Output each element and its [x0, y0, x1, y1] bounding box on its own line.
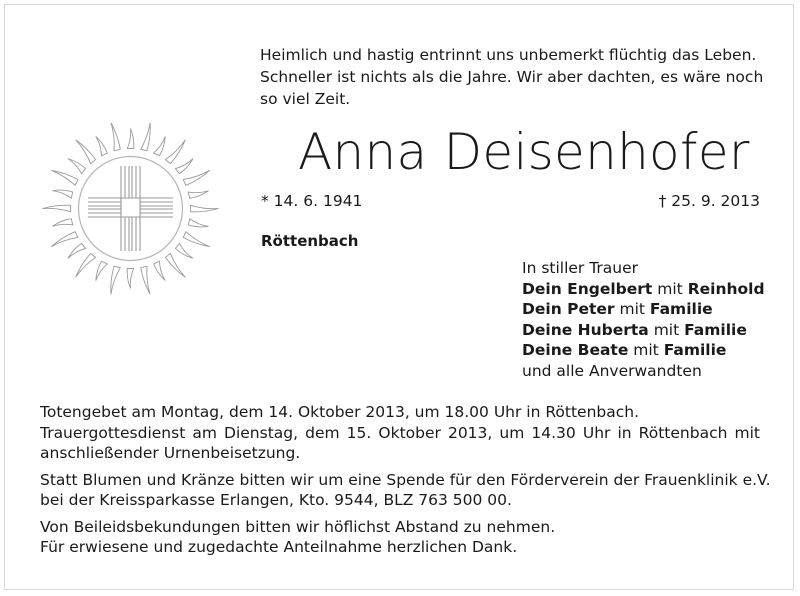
- thanks-paragraph: [40, 517, 760, 558]
- sun-ray: [76, 253, 96, 277]
- mourner-with: Familie: [649, 300, 713, 318]
- info-line: anschließender Urnenbeisetzung.: [40, 444, 301, 462]
- death-date: † 25. 9. 2013: [658, 192, 760, 210]
- sun-ray: [127, 269, 134, 289]
- sun-ray: [111, 266, 120, 294]
- mourner-mit: mit: [657, 279, 683, 298]
- sun-ray: [96, 136, 108, 155]
- sun-ray: [165, 140, 185, 164]
- home-town: Röttenbach: [261, 232, 359, 250]
- services-paragraph: [40, 402, 760, 464]
- sun-ray: [111, 123, 120, 151]
- quote-line: Heimlich und hastig entrinnt uns unbemerkt flüchtig das Leben.: [260, 46, 757, 64]
- mourner-name: Deine Huberta: [522, 320, 649, 339]
- info-line: bei der Kreissparkasse Erlangen, Kto. 9544, BLZ 763 500 00.: [40, 491, 512, 509]
- cross: [79, 157, 183, 261]
- sun-ray: [175, 159, 193, 174]
- sun-ray: [96, 261, 108, 280]
- mourner-with: Reinhold: [687, 279, 765, 298]
- sun-ray: [76, 140, 96, 164]
- sun-ray: [183, 232, 210, 247]
- info-line: Für erwiesene und zugedachte Anteilnahme herzlichen Dank.: [40, 538, 518, 556]
- sun-ray: [191, 205, 219, 212]
- info-line: Statt Blumen und Kränze bitten wir um eine Spende für den Förderverein der Frauenklinik e.V.: [40, 470, 771, 489]
- deceased-name: Anna Deisenhofer: [298, 123, 750, 181]
- sun-ray: [127, 129, 134, 149]
- mourner-row: [522, 340, 765, 361]
- sun-ray: [51, 232, 78, 247]
- quote-line: so viel Zeit.: [260, 90, 351, 108]
- mourner-with: Familie: [663, 341, 727, 359]
- sun-ray: [183, 170, 210, 185]
- sun-ray: [53, 190, 73, 198]
- sun-ray: [68, 243, 86, 258]
- service-info: [40, 402, 771, 564]
- donation-paragraph: [40, 470, 771, 511]
- sun-ray: [188, 191, 208, 199]
- mourner-mit: mit: [619, 300, 645, 318]
- sun-ray: [175, 243, 193, 258]
- mourner-row: [522, 299, 765, 320]
- sun-ray: [53, 219, 73, 227]
- mourner-with: Familie: [684, 320, 747, 339]
- info-line: Von Beileidsbekundungen bitten wir höflichst Abstand zu nehmen.: [40, 517, 556, 536]
- memorial-quote: [260, 44, 780, 110]
- sun-cross-icon: [38, 116, 223, 301]
- info-line: Trauergottesdienst am Dienstag, dem 15. Oktober 2013, um 14.30 Uhr in Röttenbach mit: [40, 423, 760, 442]
- sun-ray: [68, 159, 86, 174]
- mourners-list: [522, 258, 765, 381]
- sun-ray: [141, 266, 150, 294]
- info-line: Totengebet am Montag, dem 14. Oktober 2013, um 18.00 Uhr in Röttenbach.: [40, 403, 640, 421]
- mourner-name: Deine Beate: [522, 341, 629, 359]
- birth-date: * 14. 6. 1941: [261, 192, 363, 210]
- sun-ray: [141, 123, 150, 151]
- quote-line: Schneller ist nichts als die Jahre. Wir aber dachten, es wäre noch: [260, 68, 764, 86]
- sun-ray: [51, 170, 78, 185]
- mourners-outro: und alle Anverwandten: [522, 361, 702, 380]
- sun-ray: [188, 219, 208, 227]
- mourner-mit: mit: [653, 320, 680, 339]
- mourner-name: Dein Engelbert: [522, 279, 653, 298]
- sun-ray: [154, 261, 166, 280]
- sun-ray: [154, 136, 166, 155]
- mourner-mit: mit: [633, 341, 659, 359]
- mourners-intro: In stiller Trauer: [522, 259, 639, 277]
- mourner-row: [522, 279, 765, 300]
- mourner-row: [522, 320, 765, 341]
- sun-ray: [43, 205, 71, 212]
- mourner-name: Dein Peter: [522, 300, 615, 318]
- sun-ray: [165, 253, 185, 277]
